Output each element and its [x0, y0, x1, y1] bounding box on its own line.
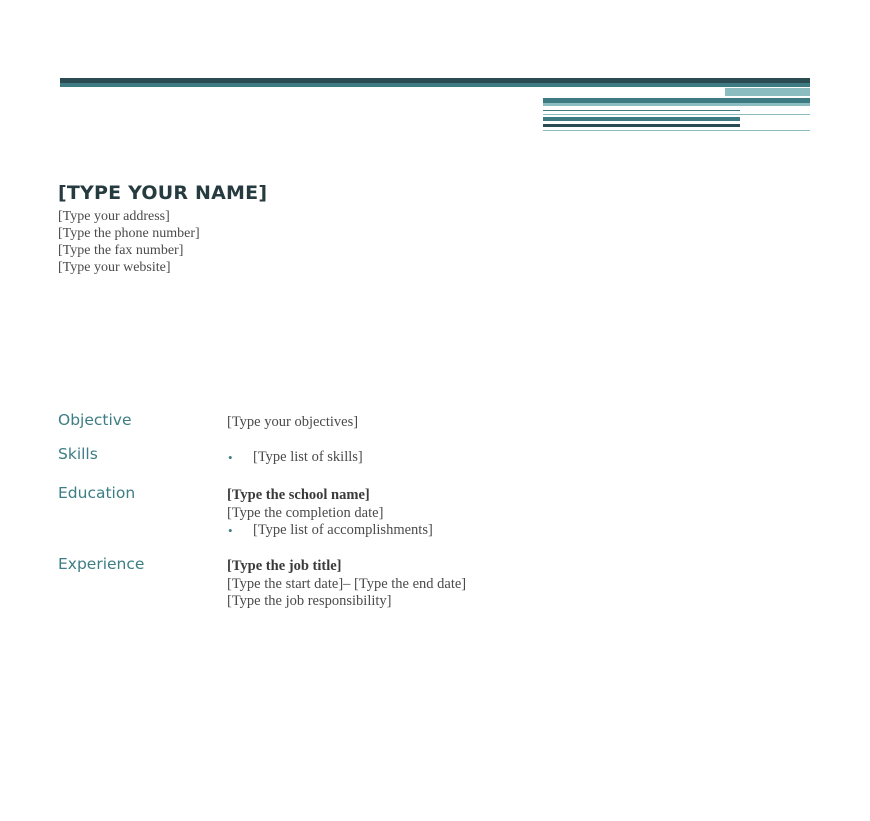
job-title: [Type the job title]: [227, 558, 342, 574]
accomplishments-list-item: [227, 522, 433, 540]
accent-bar-3: [543, 124, 740, 127]
accent-line-2: [543, 114, 810, 115]
accomplishments-text: [Type list of accomplishments]: [253, 522, 433, 538]
address-line: [Type your address]: [58, 209, 170, 224]
objective-text: [Type your objectives]: [227, 414, 359, 430]
objective-body: [227, 414, 358, 432]
school-name: [Type the school name]: [227, 487, 370, 503]
bullet-icon: •: [228, 523, 233, 538]
phone-line: [Type the phone number]: [58, 226, 200, 241]
job-dates: [Type the start date]– [Type the end date]: [227, 575, 467, 592]
header-rule-teal: [60, 83, 810, 87]
skills-list-item: [227, 449, 363, 467]
accent-line-1: [543, 110, 740, 111]
completion-date: [Type the completion date]: [227, 504, 384, 521]
accent-bar-2: [543, 117, 740, 121]
skills-heading: Skills: [58, 445, 98, 463]
accent-block-light: [725, 88, 810, 96]
education-heading: Education: [58, 484, 136, 502]
website-line: [Type your website]: [58, 260, 171, 275]
contact-block: [58, 208, 200, 276]
skills-text: [Type list of skills]: [253, 449, 363, 465]
bullet-icon: •: [228, 450, 233, 465]
accent-line-3: [543, 130, 810, 131]
experience-heading: Experience: [58, 555, 145, 573]
skills-body: [227, 449, 363, 467]
accent-bar-1-light: [543, 103, 810, 106]
experience-body: [227, 558, 466, 611]
job-responsibility: [Type the job responsibility]: [227, 593, 392, 609]
resume-name: [TYPE YOUR NAME]: [58, 182, 268, 204]
objective-heading: Objective: [58, 411, 132, 429]
education-body: [227, 487, 433, 540]
fax-line: [Type the fax number]: [58, 243, 184, 258]
